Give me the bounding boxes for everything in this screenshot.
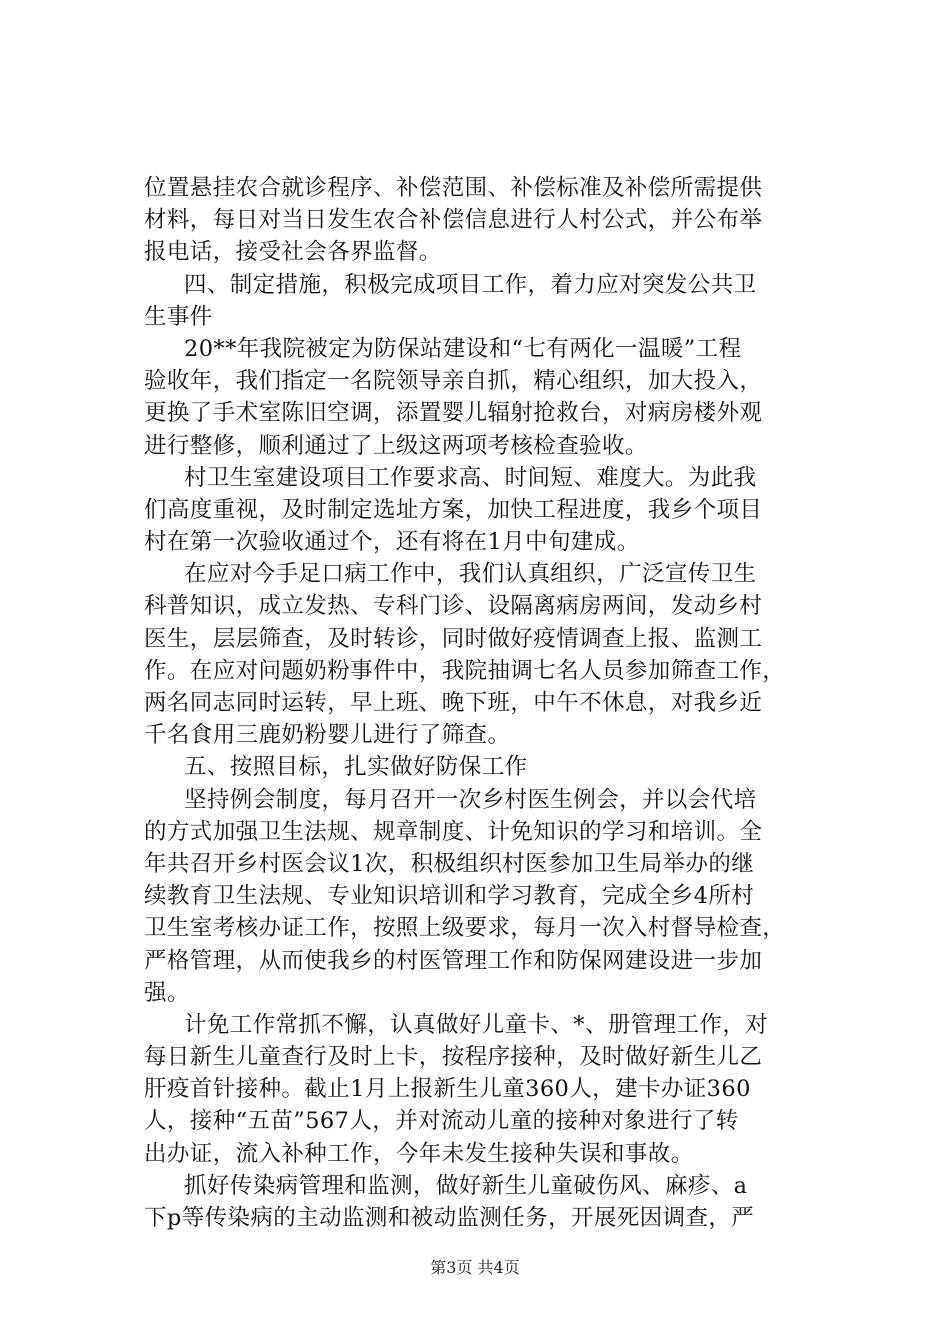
text-line: 每日新生儿童查行及时上卡，按程序接种，及时做好新生儿乙 [144,1044,763,1071]
text-line: 科普知识，成立发热、专科门诊、设隔离病房两间，发动乡村 [144,593,763,620]
text-line: 医生，层层筛查，及时转诊，同时做好疫情调查上报、监测工 [144,625,763,652]
text-line: 村在第一次验收通过个，还有将在1月中旬建成。 [144,529,640,556]
text-line: 位置悬挂农合就诊程序、补偿范围、补偿标准及补偿所需提供 [144,175,763,201]
text-line: 验收年，我们指定一名院领导亲自抓，精心组织，加大投入， [144,368,763,395]
text-line: 人，接种“五苗”567人，并对流动儿童的接种对象进行了转 [144,1108,739,1135]
text-line: 坚持例会制度，每月召开一次乡村医生例会，并以会代培 [184,786,757,813]
text-line: 村卫生室建设项目工作要求高、时间短、难度大。为此我 [184,464,757,491]
text-line: 生事件 [144,303,213,330]
text-line: 续教育卫生法规、专业知识培训和学习教育，完成全乡4所村 [144,883,755,910]
text-line: 下p等传染病的主动监测和被动监测任务，开展死因调查，严 [144,1205,755,1231]
text-line: 更换了手术室陈旧空调，添置婴儿辐射抢救台，对病房楼外观 [144,400,763,427]
text-line: 报电话，接受社会各界监督。 [144,239,442,266]
text-line: 五、按照目标，扎实做好防保工作 [184,754,528,781]
document-body [144,172,836,1234]
text-line: 20**年我院被定为防保站建设和“七有两化一温暖”工程 [184,335,742,362]
text-line: 两名同志同时运转，早上班、晚下班，中午不休息，对我乡近 [144,690,763,716]
text-line: 们高度重视，及时制定选址方案，加快工程进度，我乡个项目 [144,496,763,523]
text-line: 卫生室考核办证工作，按照上级要求，每月一次入村督导检查， [144,915,786,942]
text-line: 肝疫首针接种。截止1月上报新生儿童360人，建卡办证360 [144,1076,751,1103]
text-line: 严格管理，从而使我乡的村医管理工作和防保网建设进一步加 [144,947,763,974]
page-footer [0,1258,950,1278]
text-line: 四、制定措施，积极完成项目工作，着力应对突发公共卫 [184,271,757,298]
text-line: 抓好传染病管理和监测，做好新生儿童破伤风、麻疹、a [184,1172,748,1199]
text-line: 千名食用三鹿奶粉婴儿进行了筛查。 [144,722,511,749]
text-line: 的方式加强卫生法规、规章制度、计免知识的学习和培训。全 [144,818,763,845]
page-number-label: 第3页 共4页 [430,1258,520,1277]
text-line: 进行整修，顺利通过了上级这两项考核检查验收。 [144,432,648,459]
text-line: 作。在应对问题奶粉事件中，我院抽调七名人员参加筛查工作， [144,657,786,684]
text-line: 材料，每日对当日发生农合补偿信息进行人村公式，并公布举 [144,207,763,234]
text-line: 年共召开乡村医会议1次，积极组织村医参加卫生局举办的继 [144,850,755,877]
text-line: 计免工作常抓不懈，认真做好儿童卡、*、册管理工作，对 [184,1011,769,1038]
text-line: 出办证，流入补种工作，今年未发生接种失误和事故。 [144,1140,694,1167]
text-line: 在应对今手足口病工作中，我们认真组织，广泛宣传卫生 [184,561,757,588]
text-line: 强。 [144,979,190,1006]
